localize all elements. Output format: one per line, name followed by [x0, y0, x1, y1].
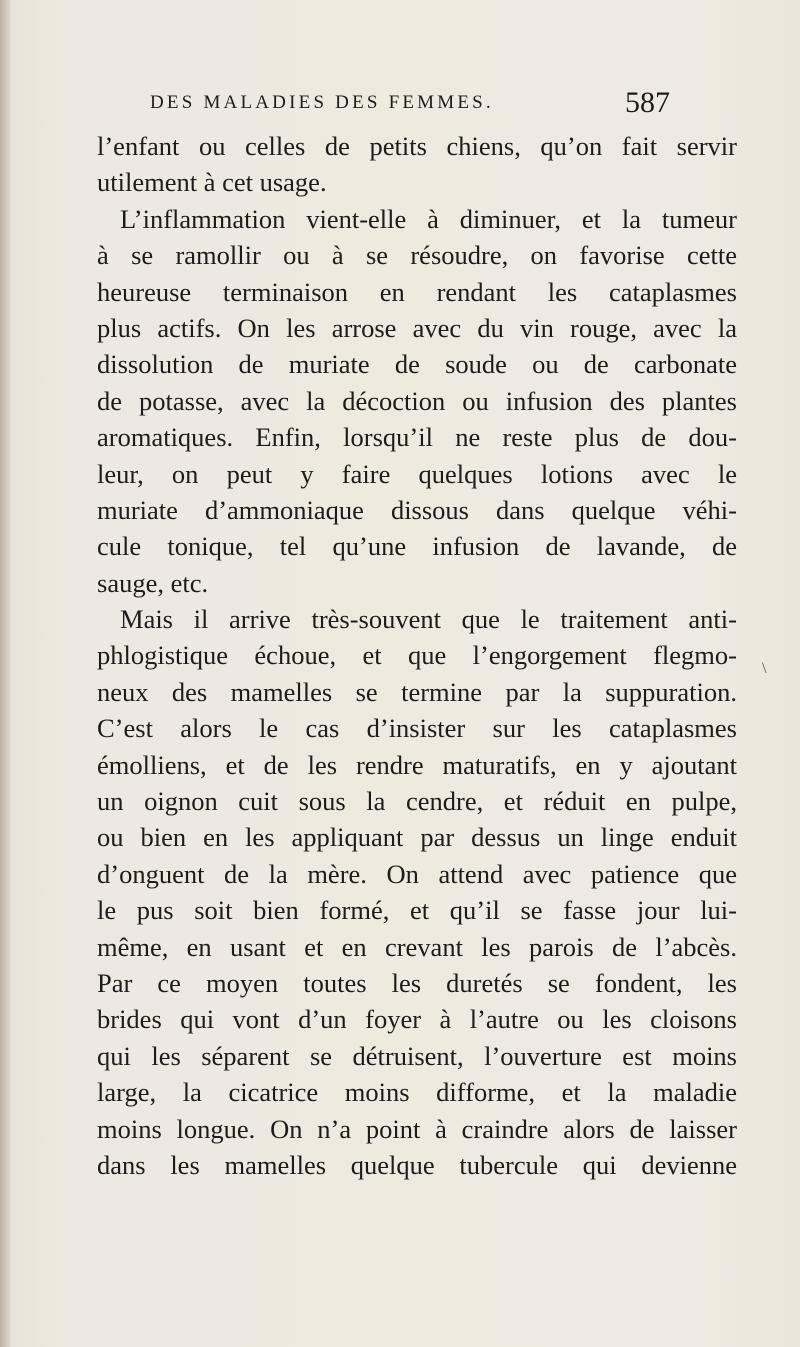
text-line: moins longue. On n’a point à craindre alors de laisser: [97, 1113, 737, 1144]
text-line: plus actifs. On les arrose avec du vin rouge, avec la: [97, 312, 737, 343]
text-line: un oignon cuit sous la cendre, et réduit en pulpe,: [97, 786, 737, 817]
text-line: à se ramollir ou à se résoudre, on favorise cette: [97, 240, 737, 271]
text-line: de potasse, avec la décoction ou infusion des plantes: [97, 385, 737, 416]
text-line: qui les séparent se détruisent, l’ouverture est moins: [97, 1040, 737, 1071]
text-line: le pus soit bien formé, et qu’il se fasse jour lui-: [97, 895, 737, 926]
body-text: [97, 128, 737, 1183]
text-line: heureuse terminaison en rendant les cataplasmes: [97, 276, 737, 307]
text-line: l’enfant ou celles de petits chiens, qu’on fait servir: [97, 131, 737, 161]
text-line: large, la cicatrice moins difforme, et la maladie: [97, 1077, 737, 1108]
running-head: [150, 88, 670, 128]
text-line: ou bien en les appliquant par dessus un linge enduit: [97, 822, 737, 853]
margin-mark: \: [762, 660, 767, 677]
page-binding-edge: [0, 0, 10, 1347]
paragraph-start-line: L’inflammation vient-elle à diminuer, et la tumeur: [120, 203, 737, 234]
text-line: aromatiques. Enfin, lorsqu’il ne reste plus de dou-: [97, 422, 737, 453]
paragraph-start-line: Mais il arrive très-souvent que le traitement anti-: [120, 604, 737, 635]
page-number: 587: [625, 86, 670, 119]
running-title: DES MALADIES DES FEMMES.: [150, 92, 494, 113]
text-line: phlogistique échoue, et que l’engorgement flegmo-: [97, 640, 737, 671]
text-line: muriate d’ammoniaque dissous dans quelque véhi-: [97, 494, 737, 525]
text-line: même, en usant et en crevant les parois de l’abcès.: [97, 931, 737, 962]
text-line: Par ce moyen toutes les duretés se fondent, les: [97, 967, 737, 998]
text-line: neux des mamelles se termine par la suppuration.: [97, 676, 737, 707]
text-line: cule tonique, tel qu’une infusion de lavande, de: [97, 531, 737, 562]
text-line: émolliens, et de les rendre maturatifs, en y ajoutant: [97, 749, 737, 780]
text-line: leur, on peut y faire quelques lotions avec le: [97, 458, 737, 489]
text-line: d’onguent de la mère. On attend avec patience que: [97, 858, 737, 889]
text-line: dans les mamelles quelque tubercule qui devienne: [97, 1149, 737, 1180]
text-line: C’est alors le cas d’insister sur les cataplasmes: [97, 713, 737, 744]
text-line: dissolution de muriate de soude ou de carbonate: [97, 349, 737, 380]
text-line: sauge, etc.: [97, 567, 209, 598]
text-line: brides qui vont d’un foyer à l’autre ou les cloisons: [97, 1004, 737, 1035]
text-line: utilement à cet usage.: [97, 167, 327, 198]
